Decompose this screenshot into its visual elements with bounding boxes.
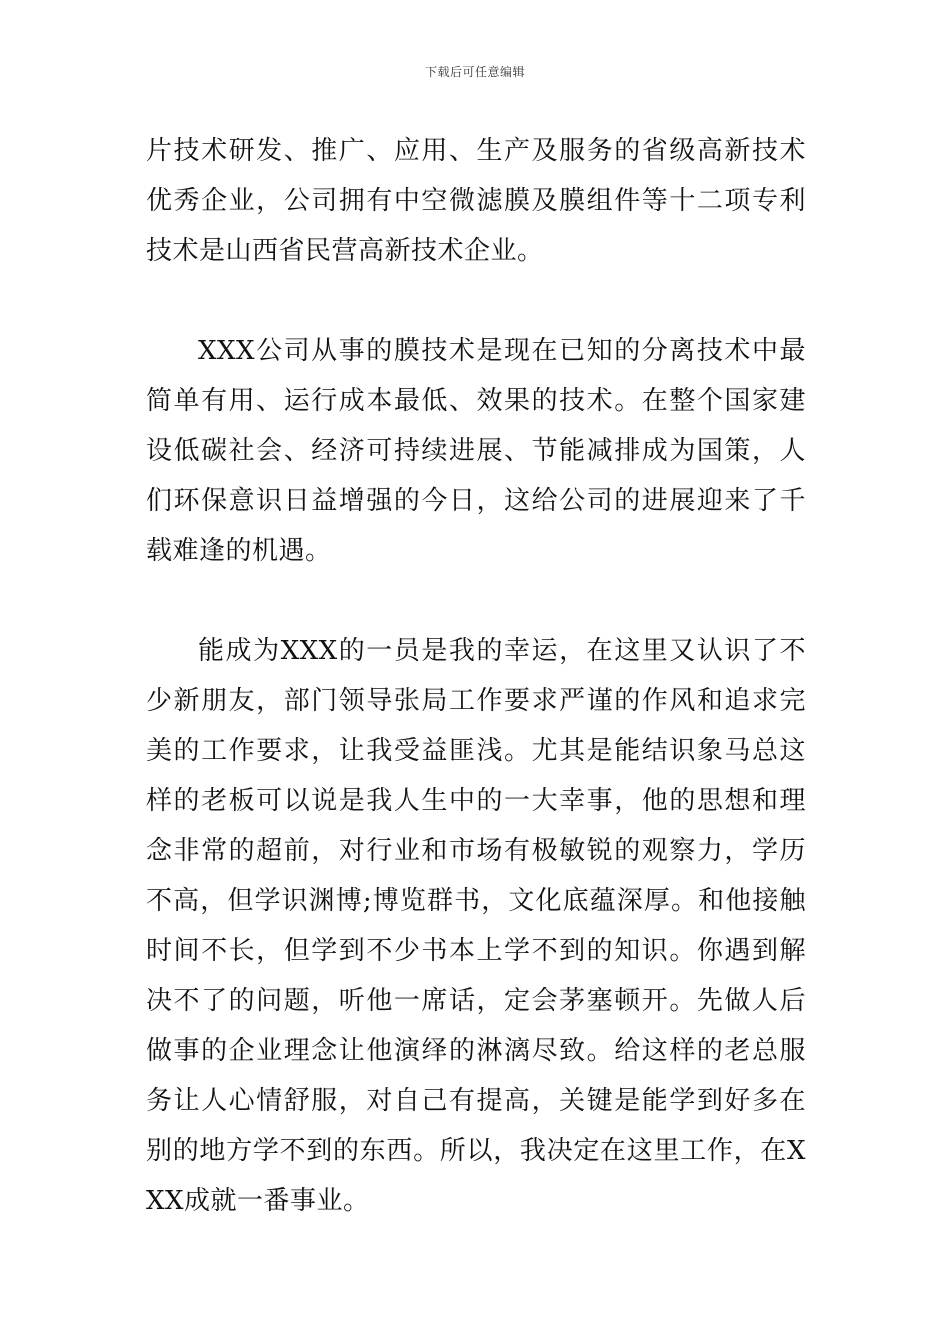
document-body: [146, 126, 806, 1226]
paragraph-2: XXX公司从事的膜技术是现在已知的分离技术中最简单有用、运行成本最低、效果的技术。在整个国家建设低碳社会、经济可持续进展、节能减排成为国策，人们环保意识日益增强的今日，这给公司的进展迎来了千载难逢的机遇。: [146, 336, 806, 566]
paragraph-1: 片技术研发、推广、应用、生产及服务的省级高新技术优秀企业，公司拥有中空微滤膜及膜组件等十二项专利技术是山西省民营高新技术企业。: [146, 136, 806, 266]
paragraph-3: 能成为XXX的一员是我的幸运，在这里又认识了不少新朋友，部门领导张局工作要求严谨的作风和追求完美的工作要求，让我受益匪浅。尤其是能结识象马总这样的老板可以说是我人生中的一大幸事，他的思想和理念非常的超前，对行业和市场有极敏锐的观察力，学历不高，但学识渊博;博览群书，文化底蕴深厚。和他接触时间不长，但学到不少书本上学不到的知识。你遇到解决不了的问题，听他一席话，定会茅塞顿开。先做人后做事的企业理念让他演绎的淋漓尽致。给这样的老总服务让人心情舒服，对自己有提高，关键是能学到好多在别的地方学不到的东西。所以，我决定在这里工作，在XXX成就一番事业。: [146, 636, 806, 1216]
page-header: 下载后可任意编辑: [424, 65, 525, 79]
